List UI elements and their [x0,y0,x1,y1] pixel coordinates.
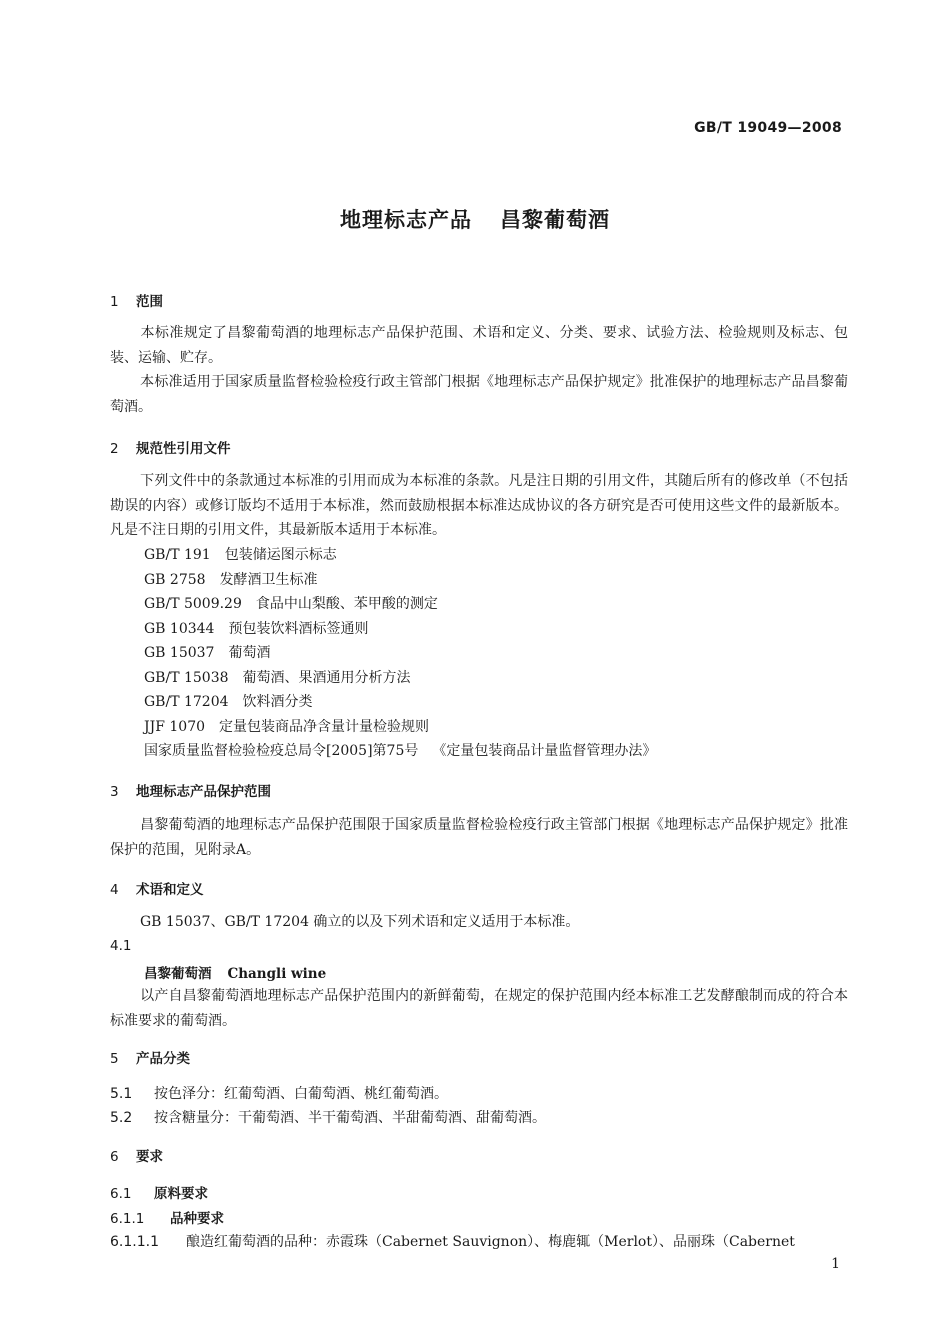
reference-item: GB/T 5009.29 食品中山梨酸、苯甲酸的测定 [144,596,438,612]
standard-code: GB/T 19049—2008 [694,120,842,136]
term-english: Changli wine [227,966,327,982]
subsection-6-1-1-heading: 6.1.1 品种要求 [110,1211,224,1227]
reference-item: GB 10344 预包装饮料酒标签通则 [144,620,369,637]
reference-item: JJF 1070 定量包装商品净含量计量检验规则 [144,718,430,735]
section-3-para-1: 昌黎葡萄酒的地理标志产品保护范围限于国家质量监督检验检疫行政主管部门根据《地理标志产品保护规定》批准保护的范围，见附录A。 [110,817,848,858]
subsection-4-1-number: 4.1 [110,938,132,954]
section-1-para-1: 本标准规定了昌黎葡萄酒的地理标志产品保护范围、术语和定义、分类、要求、试验方法、检验规则及标志、包装、运输、贮存。 [110,325,848,366]
section-2-para-1: 下列文件中的条款通过本标准的引用而成为本标准的条款。凡是注日期的引用文件，其随后所有的修改单（不包括勘误的内容）或修订版均不适用于本标准，然而鼓励根据本标准达成协议的各方研究是否可使用这些文件的最新版本。凡是不注日期的引用文件，其最新版本适用于本标准。 [110,473,848,538]
section-1-para-2: 本标准适用于国家质量监督检验检疫行政主管部门根据《地理标志产品保护规定》批准保护的地理标志产品昌黎葡萄酒。 [110,374,848,415]
reference-item: GB/T 15038 葡萄酒、果酒通用分析方法 [144,669,411,686]
term-definition: 以产自昌黎葡萄酒地理标志产品保护范围内的新鲜葡萄，在规定的保护范围内经本标准工艺发酵酿制而成的符合本标准要求的葡萄酒。 [110,988,848,1029]
section-number: 2 [110,441,119,457]
section-number: 4 [110,882,119,898]
section-title: 地理标志产品保护范围 [136,784,271,800]
section-1-heading [110,290,848,310]
title-part-2: 昌黎葡萄酒 [500,208,610,232]
reference-item: GB/T 17204 饮料酒分类 [144,694,313,710]
reference-list [110,543,848,764]
section-4-para-1: GB 15037、GB/T 17204 确立的以及下列术语和定义适用于本标准。 [140,914,580,930]
reference-item: GB/T 191 包装储运图示标志 [144,547,337,563]
section-title: 要求 [136,1149,163,1165]
section-title: 术语和定义 [136,882,204,898]
term-chinese: 昌黎葡萄酒 [144,966,212,982]
section-title: 规范性引用文件 [136,441,231,457]
reference-item: 国家质量监督检验检疫总局令[2005]第75号 《定量包装商品计量监督管理办法》 [144,743,657,759]
section-2-heading [110,437,848,457]
section-3-heading [110,780,848,800]
classification-item-5-2: 5.2 按含糖量分：干葡萄酒、半干葡萄酒、半甜葡萄酒、甜葡萄酒。 [110,1110,546,1126]
reference-item: GB 2758 发酵酒卫生标准 [144,571,318,588]
page-number: 1 [831,1256,840,1272]
section-title: 产品分类 [136,1051,190,1067]
classification-item-5-1: 5.1 按色泽分：红葡萄酒、白葡萄酒、桃红葡萄酒。 [110,1086,448,1102]
subsection-6-1-heading: 6.1 原料要求 [110,1186,208,1202]
section-4-heading [110,878,848,898]
section-6-heading [110,1145,848,1165]
section-number: 6 [110,1149,119,1165]
title-part-1: 地理标志产品 [340,208,472,232]
term-entry [110,962,882,982]
clause-6-1-1-1: 6.1.1.1 酿造红葡萄酒的品种：赤霞珠（Cabernet Sauvignon）、梅鹿辄（Merlot）、品丽珠（Cabernet [110,1234,795,1250]
section-number: 5 [110,1051,119,1067]
section-number: 1 [110,294,119,310]
section-title: 范围 [136,294,163,310]
section-5-heading [110,1047,848,1067]
document-title [0,204,950,234]
reference-item: GB 15037 葡萄酒 [144,645,271,661]
section-number: 3 [110,784,119,800]
